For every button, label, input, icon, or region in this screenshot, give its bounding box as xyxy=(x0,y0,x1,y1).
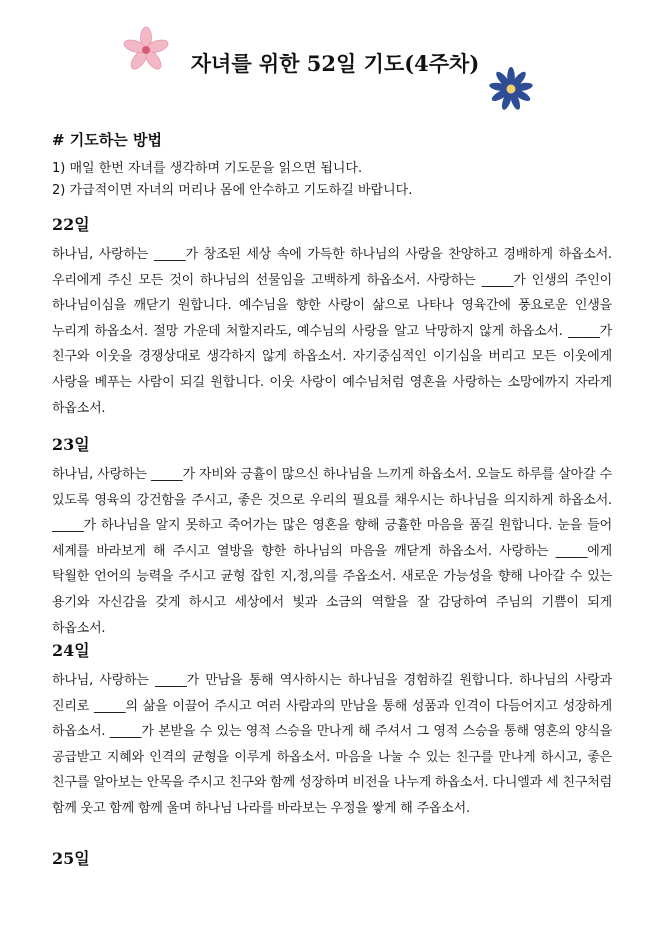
day-25-section xyxy=(52,848,612,876)
day-24-section xyxy=(52,640,612,822)
method-line: 2) 가급적이면 자녀의 머리나 몸에 안수하고 기도하길 바랍니다. xyxy=(52,183,413,198)
method-heading: # 기도하는 방법 xyxy=(52,131,162,149)
prayer-method-section xyxy=(52,128,622,202)
day-title: 24일 xyxy=(52,641,90,660)
day-prayer-text: 하나님, 사랑하는 _____가 창조된 세상 속에 가득한 하나님의 사랑을 찬양하고 경배하게 하옵소서. 우리에게 주신 모든 것이 하나님의 선물임을 고백하게 하옵소서. 사랑하는 _____가 인생의 주인이 하나님이심을 깨닫기 원합니다. 예수님을 향한 사랑이 삶으로 나타나 영육간에 풍요로운 인생을 누리게 하옵소서. 절망 가운데 처할지라도, 예수님의 사랑을 알고 낙망하지 않게 하옵소서. _____가 친구와 이웃을 경쟁상대로 생각하지 않게 하옵소서. 자기중심적인 이기심을 버리고 모든 이웃에게 사랑을 베푸는 사람이 되길 원합니다. 이웃 사랑이 예수님처럼 영혼을 사랑하는 소망에까지 자라게 하옵소서. xyxy=(52,247,612,416)
pink-flower-icon xyxy=(122,26,170,74)
page-title: 자녀를 위한 52일 기도(4주차) xyxy=(190,51,480,76)
day-title: 23일 xyxy=(52,435,90,454)
day-title: 25일 xyxy=(52,849,90,868)
day-prayer-text: 하나님, 사랑하는 _____가 만남을 통해 역사하시는 하나님을 경험하길 원합니다. 하나님의 사랑과 진리로 _____의 삶을 이끌어 주시고 여러 사람과의 만남을 통해 성품과 인격이 다듬어지고 성장하게 하옵소서. _____가 본받을 수 있는 영적 스승을 만나게 해 주셔서 그 영적 스승을 통해 영혼의 양식을 공급받고 지혜와 인격의 균형을 이루게 하옵소서. 마음을 나눌 수 있는 친구를 만나게 하시고, 좋은 친구를 알아보는 안목을 주시고 친구와 함께 성장하며 비전을 나누게 하옵소서. 다니엘과 세 친구처럼 함께 웃고 함께 함께 울며 하나님 나라를 바라보는 우정을 쌓게 해 주옵소서. xyxy=(52,673,612,816)
method-line: 1) 매일 한번 자녀를 생각하며 기도문을 읽으면 됩니다. xyxy=(52,161,363,176)
day-22-section xyxy=(52,214,612,421)
day-23-section xyxy=(52,434,612,641)
day-title: 22일 xyxy=(52,215,90,234)
page-header xyxy=(0,0,660,120)
day-prayer-text: 하나님, 사랑하는 _____가 자비와 긍휼이 많으신 하나님을 느끼게 하옵소서. 오늘도 하루를 살아갈 수 있도록 영육의 강건함을 주시고, 좋은 것으로 우리의 필요를 채우시는 하나님을 의지하게 하옵소서. _____가 하나님을 알지 못하고 죽어가는 많은 영혼을 향해 긍휼한 마음을 품길 원합니다. 눈을 들어 세계를 바라보게 해 주시고 열방을 향한 하나님의 마음을 깨닫게 하옵소서. 사랑하는 _____에게 탁월한 언어의 능력을 주시고 균형 잡힌 지,정,의를 주옵소서. 새로운 가능성을 향해 나아갈 수 있는 용기와 자신감을 갖게 하시고 세상에서 빛과 소금의 역할을 잘 감당하여 주님의 기쁨이 되게 하옵소서. xyxy=(52,467,612,636)
blue-flower-icon xyxy=(488,66,534,112)
